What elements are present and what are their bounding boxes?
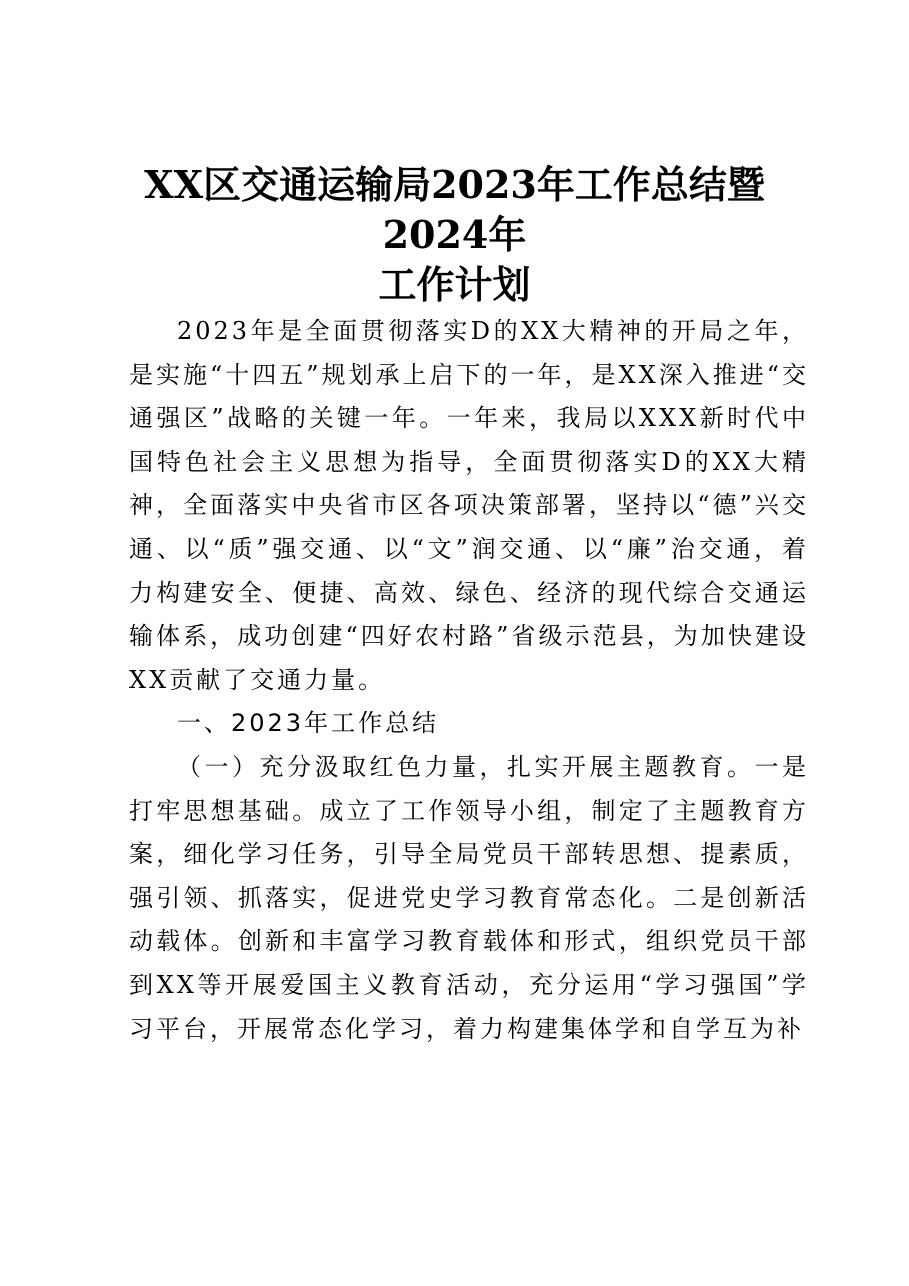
document-title: [100, 160, 809, 310]
title-line-2: 工作计划: [378, 262, 531, 307]
document-body: [129, 310, 809, 1051]
section-paragraph: （一）充分汲取红色力量，扎实开展主题教育。一是打牢思想基础。成立了工作领导小组，制定了主题教育方案，细化学习任务，引导全局党员干部转思想、提素质，强引领、抓落实，促进党史学习教育常态化。二是创新活动载体。创新和丰富学习教育载体和形式，组织党员干部到XX等开展爱国主义教育活动，充分运用“学习强国”学习平台，开展常态化学习，着力构建集体学和自学互为补: [129, 752, 809, 1043]
title-line-1: XX区交通运输局2023年工作总结暨2024年: [144, 162, 765, 257]
intro-paragraph: 2023年是全面贯彻落实D的XX大精神的开局之年，是实施“十四五”规划承上启下的一年，是XX深入推进“交通强区”战略的关键一年。一年来，我局以XXX新时代中国特色社会主义思想为指导，全面贯彻落实D的XX大精神，全面落实中央省市区各项决策部署，坚持以“德”兴交通、以“质”强交通、以“文”润交通、以“廉”治交通，着力构建安全、便捷、高效、绿色、经济的现代综合交通运输体系，成功创建“四好农村路”省级示范县，为加快建设XX贡献了交通力量。: [129, 317, 809, 694]
section-heading: 一、2023年工作总结: [177, 709, 440, 738]
